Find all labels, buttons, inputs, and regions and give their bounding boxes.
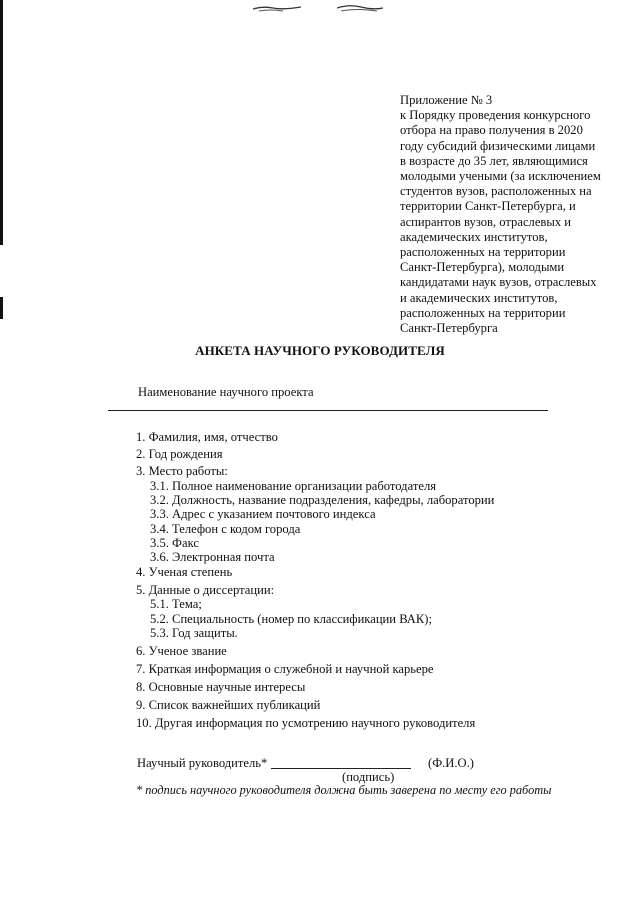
appendix-line: территории Санкт-Петербурга, и <box>400 199 576 214</box>
list-item: 5. Данные о диссертации: <box>136 583 275 597</box>
appendix-line: академических институтов, <box>400 229 548 244</box>
appendix-line: Санкт-Петербурга), молодыми <box>400 260 565 275</box>
form-title: АНКЕТА НАУЧНОГО РУКОВОДИТЕЛЯ <box>195 343 445 358</box>
appendix-line: молодыми учеными (за исключением <box>400 169 601 184</box>
project-name-label: Наименование научного проекта <box>138 385 314 399</box>
list-item: 7. Краткая информация о служебной и научной карьере <box>136 662 434 676</box>
project-name-line <box>108 410 548 411</box>
list-item: 3. Место работы: <box>136 464 228 478</box>
appendix-line: к Порядку проведения конкурсного <box>400 108 591 123</box>
list-item: 5.1. Тема; <box>150 597 202 611</box>
list-item: 2. Год рождения <box>136 447 223 461</box>
appendix-line: кандидатами наук вузов, отраслевых <box>400 275 597 290</box>
scan-edge-mark <box>0 297 3 319</box>
list-item: 1. Фамилия, имя, отчество <box>136 430 278 444</box>
appendix-header <box>400 93 615 336</box>
fio-label: (Ф.И.О.) <box>428 756 474 770</box>
list-item: 5.2. Специальность (номер по классификации ВАК); <box>150 612 432 626</box>
appendix-line: в возрасте до 35 лет, являющимися <box>400 153 588 168</box>
signature-line <box>271 768 411 769</box>
scan-smudge <box>337 2 383 14</box>
list-item: 3.4. Телефон с кодом города <box>150 522 301 536</box>
appendix-line: расположенных на территории <box>400 305 566 320</box>
appendix-line: и академических институтов, <box>400 290 558 305</box>
list-item: 3.6. Электронная почта <box>150 550 275 564</box>
list-item: 3.2. Должность, название подразделения, кафедры, лаборатории <box>150 493 495 507</box>
appendix-line: расположенных на территории <box>400 245 566 260</box>
scan-smudge <box>253 2 301 14</box>
list-item: 3.1. Полное наименование организации работодателя <box>150 479 437 493</box>
list-item: 4. Ученая степень <box>136 565 233 579</box>
signature-note: * подпись научного руководителя должна быть заверена по месту его работы <box>136 783 552 797</box>
list-item: 3.5. Факс <box>150 536 199 550</box>
signature-label: Научный руководитель* <box>137 756 268 770</box>
signature-caption: (подпись) <box>342 770 395 784</box>
appendix-line: аспирантов вузов, отраслевых и <box>400 214 571 229</box>
list-item: 3.3. Адрес с указанием почтового индекса <box>150 507 376 521</box>
list-item: 5.3. Год защиты. <box>150 626 238 640</box>
list-item: 6. Ученое звание <box>136 644 227 658</box>
list-item: 8. Основные научные интересы <box>136 680 306 694</box>
scan-edge-mark <box>0 0 3 245</box>
appendix-line: студентов вузов, расположенных на <box>400 184 592 199</box>
list-item: 10. Другая информация по усмотрению научного руководителя <box>136 716 476 730</box>
appendix-line: отбора на право получения в 2020 <box>400 123 583 138</box>
appendix-line: Приложение № 3 <box>400 93 493 107</box>
appendix-line: году субсидий физическими лицами <box>400 138 596 153</box>
list-item: 9. Список важнейших публикаций <box>136 698 321 712</box>
appendix-line: Санкт-Петербурга <box>400 321 498 336</box>
